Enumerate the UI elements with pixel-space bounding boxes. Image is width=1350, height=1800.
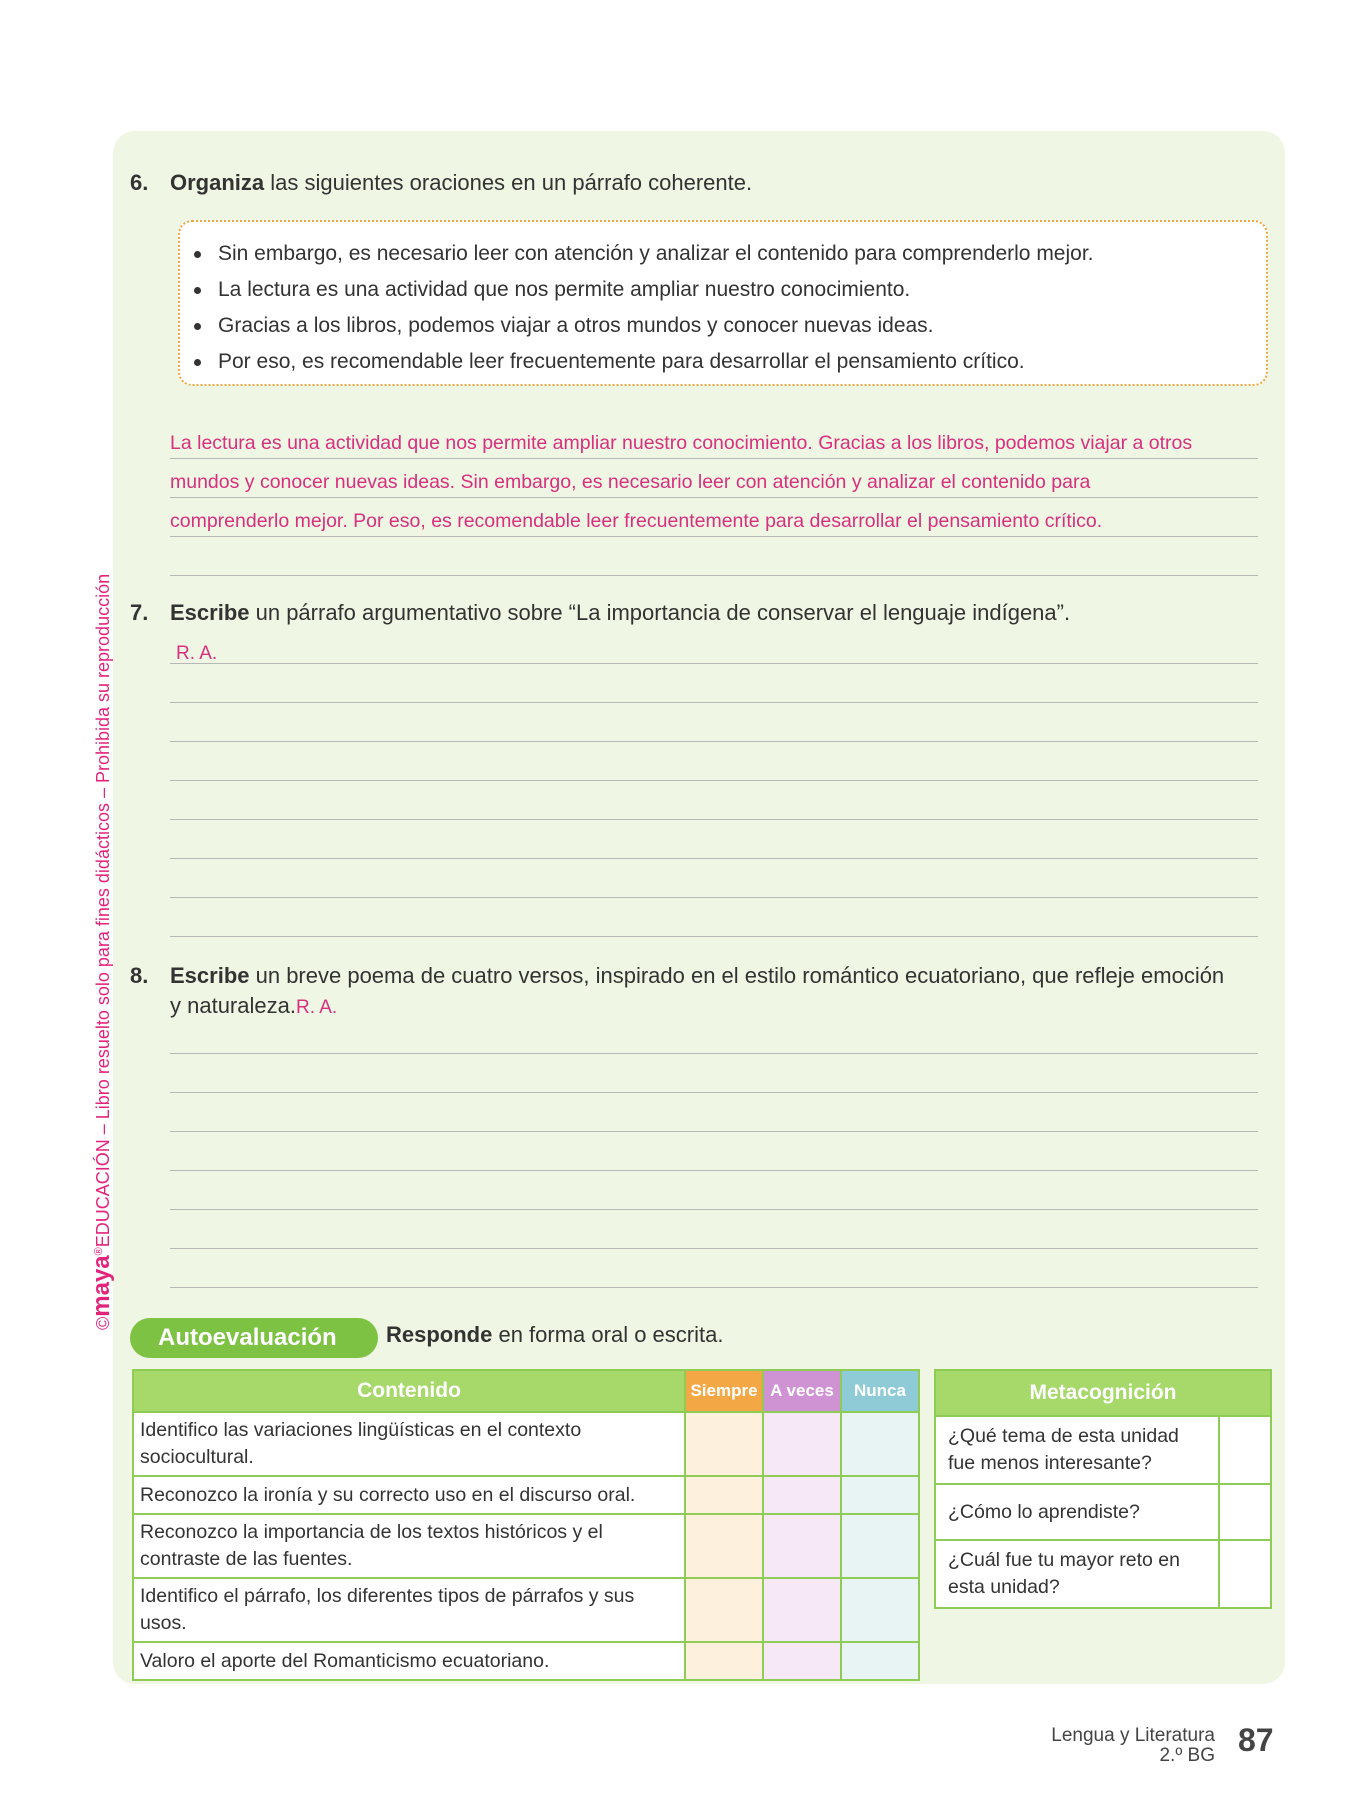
- question-6: [130, 170, 752, 196]
- table-header-row: [935, 1370, 1271, 1416]
- siempre-checkbox-cell[interactable]: [685, 1578, 763, 1642]
- writing-line: [170, 1092, 1258, 1093]
- question-cell: ¿Cuál fue tu mayor reto en esta unidad?: [935, 1540, 1219, 1608]
- writing-line: [170, 780, 1258, 781]
- autoevaluacion-instruction: [386, 1322, 723, 1348]
- header-nunca: Nunca: [841, 1370, 919, 1412]
- registered-mark: ®: [93, 1247, 105, 1256]
- writing-line: [170, 858, 1258, 859]
- nunca-checkbox-cell[interactable]: [841, 1476, 919, 1514]
- sentences-box: [178, 220, 1268, 386]
- writing-line: [170, 741, 1258, 742]
- grade-level: 2.º BG: [1159, 1745, 1215, 1766]
- answer-ra: R. A.: [295, 997, 338, 1018]
- answer-line: comprenderlo mejor. Por eso, es recomendable leer frecuentemente para desarrollar el pensamiento crítico.: [170, 510, 1103, 532]
- writing-line: [170, 1287, 1258, 1288]
- criterion-cell: Reconozco la importancia de los textos históricos y el contraste de las fuentes.: [133, 1514, 685, 1578]
- sentence-item: Por eso, es recomendable leer frecuentemente para desarrollar el pensamiento crítico.: [218, 344, 1266, 380]
- a-veces-checkbox-cell[interactable]: [763, 1412, 841, 1476]
- nunca-checkbox-cell[interactable]: [841, 1412, 919, 1476]
- siempre-checkbox-cell[interactable]: [685, 1476, 763, 1514]
- question-text: un breve poema de cuatro versos, inspirado en el estilo romántico ecuatoriano, que refleje emoción: [249, 963, 1225, 988]
- nunca-checkbox-cell[interactable]: [841, 1514, 919, 1578]
- sentence-item: La lectura es una actividad que nos permite ampliar nuestro conocimiento.: [218, 272, 1266, 308]
- question-verb: Escribe: [170, 600, 250, 625]
- writing-line: [170, 1131, 1258, 1132]
- sentence-list: [218, 236, 1266, 380]
- question-number: 8.: [130, 963, 149, 988]
- metacognition-table: [934, 1369, 1272, 1609]
- question-7: [130, 600, 1070, 626]
- header-contenido: Contenido: [133, 1370, 685, 1412]
- table-row: [133, 1476, 919, 1514]
- a-veces-checkbox-cell[interactable]: [763, 1476, 841, 1514]
- question-cell: ¿Qué tema de esta unidad fue menos interesante?: [935, 1416, 1219, 1484]
- writing-line: [170, 497, 1258, 498]
- writing-line: [170, 1053, 1258, 1054]
- answer-cell[interactable]: [1219, 1540, 1271, 1608]
- criterion-cell: Identifico las variaciones lingüísticas en el contexto sociocultural.: [133, 1412, 685, 1476]
- question-8-continued: [170, 993, 337, 1019]
- criterion-cell: Reconozco la ironía y su correcto uso en el discurso oral.: [133, 1476, 685, 1514]
- siempre-checkbox-cell[interactable]: [685, 1642, 763, 1680]
- writing-line: [170, 1209, 1258, 1210]
- writing-line: [170, 936, 1258, 937]
- writing-line: [170, 1248, 1258, 1249]
- nunca-checkbox-cell[interactable]: [841, 1642, 919, 1680]
- writing-line: [170, 1170, 1258, 1171]
- writing-line: [170, 536, 1258, 537]
- writing-line: [170, 702, 1258, 703]
- header-a-veces: A veces: [763, 1370, 841, 1412]
- question-text: y naturaleza.: [170, 993, 296, 1018]
- self-assessment-table: [132, 1369, 920, 1681]
- question-text: un párrafo argumentativo sobre “La importancia de conservar el lenguaje indígena”.: [249, 600, 1071, 625]
- page-number: 87: [1238, 1722, 1274, 1758]
- writing-line: [170, 819, 1258, 820]
- siempre-checkbox-cell[interactable]: [685, 1412, 763, 1476]
- criterion-cell: Identifico el párrafo, los diferentes tipos de párrafos y sus usos.: [133, 1578, 685, 1642]
- subject-name: Lengua y Literatura: [1051, 1725, 1215, 1746]
- answer-cell[interactable]: [1219, 1484, 1271, 1540]
- sentence-item: Gracias a los libros, podemos viajar a otros mundos y conocer nuevas ideas.: [218, 308, 1266, 344]
- question-cell: ¿Cómo lo aprendiste?: [935, 1484, 1219, 1540]
- answer-line: La lectura es una actividad que nos permite ampliar nuestro conocimiento. Gracias a los libros, podemos viajar a otros: [170, 432, 1193, 454]
- siempre-checkbox-cell[interactable]: [685, 1514, 763, 1578]
- table-row: [133, 1514, 919, 1578]
- writing-line: [170, 458, 1258, 459]
- a-veces-checkbox-cell[interactable]: [763, 1514, 841, 1578]
- table-row: [935, 1484, 1271, 1540]
- question-8: [130, 963, 1224, 989]
- table-row: [133, 1578, 919, 1642]
- question-number: 7.: [130, 600, 149, 625]
- a-veces-checkbox-cell[interactable]: [763, 1642, 841, 1680]
- header-siempre: Siempre: [685, 1370, 763, 1412]
- instruction-text: en forma oral o escrita.: [492, 1322, 724, 1347]
- question-number: 6.: [130, 170, 149, 195]
- instruction-verb: Responde: [386, 1322, 493, 1347]
- question-verb: Escribe: [170, 963, 250, 988]
- sentence-item: Sin embargo, es necesario leer con atención y analizar el contenido para comprenderlo mejor.: [218, 236, 1266, 272]
- side-copyright-caption: [88, 574, 116, 1330]
- brand-logo: maya: [88, 1255, 115, 1317]
- table-row: [133, 1412, 919, 1476]
- copyright-text: EDUCACIÓN – Libro resuelto solo para fines didácticos – Prohibida su reproducción: [93, 573, 113, 1248]
- question-text: las siguientes oraciones en un párrafo coherente.: [264, 170, 753, 195]
- answer-cell[interactable]: [1219, 1416, 1271, 1484]
- answer-ra: R. A.: [176, 643, 218, 664]
- writing-line: [170, 897, 1258, 898]
- writing-line: [170, 663, 1258, 664]
- nunca-checkbox-cell[interactable]: [841, 1578, 919, 1642]
- header-metacognicion: Metacognición: [935, 1370, 1271, 1416]
- question-verb: Organiza: [170, 170, 265, 195]
- table-row: [935, 1416, 1271, 1484]
- copyright-symbol: ©: [93, 1316, 113, 1330]
- writing-line: [170, 575, 1258, 576]
- table-row: [935, 1540, 1271, 1608]
- a-veces-checkbox-cell[interactable]: [763, 1578, 841, 1642]
- criterion-cell: Valoro el aporte del Romanticismo ecuatoriano.: [133, 1642, 685, 1680]
- table-header-row: [133, 1370, 919, 1412]
- table-row: [133, 1642, 919, 1680]
- footer-subject: [1025, 1726, 1215, 1766]
- answer-line: mundos y conocer nuevas ideas. Sin embargo, es necesario leer con atención y analizar el contenido para: [170, 471, 1091, 493]
- autoevaluacion-badge: Autoevaluación: [130, 1318, 378, 1358]
